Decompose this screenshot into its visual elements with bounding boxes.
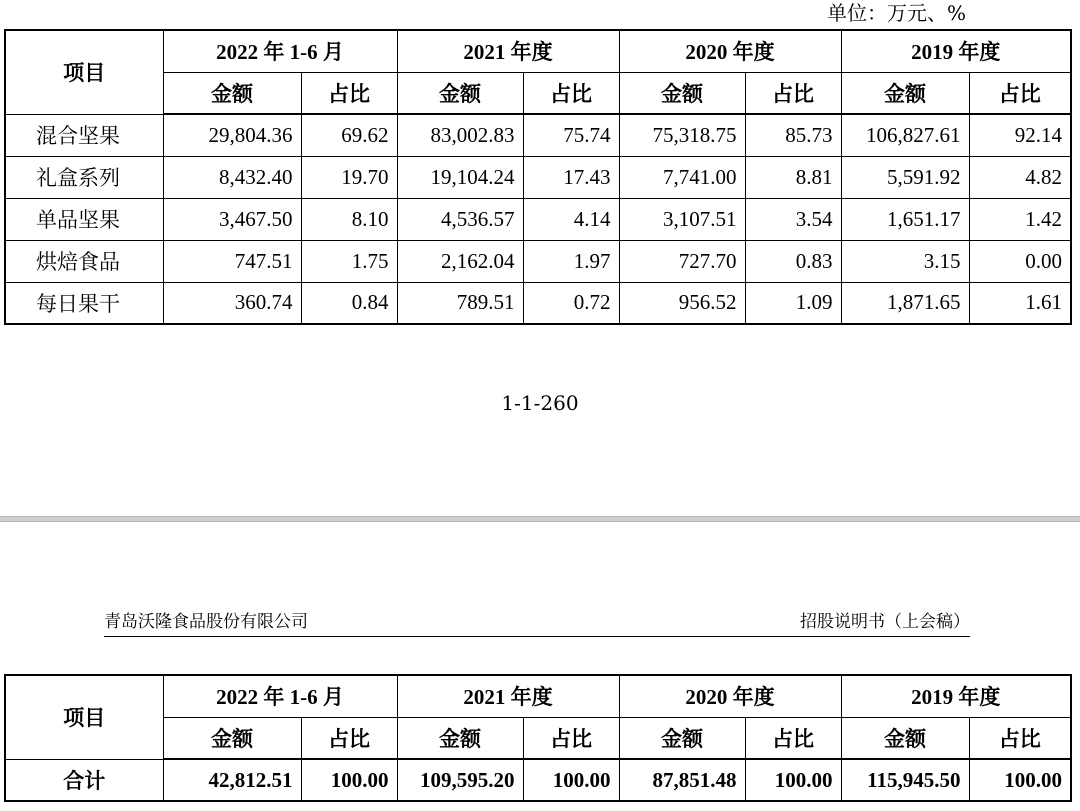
ratio-cell: 75.74 bbox=[523, 114, 619, 156]
amount-cell: 19,104.24 bbox=[397, 156, 523, 198]
ratio-cell: 100.00 bbox=[523, 759, 619, 801]
row-label: 单品坚果 bbox=[5, 198, 163, 240]
ratio-cell: 92.14 bbox=[969, 114, 1071, 156]
ratio-cell: 100.00 bbox=[969, 759, 1071, 801]
table-row bbox=[5, 198, 1071, 240]
ratio-header: 占比 bbox=[523, 72, 619, 114]
amount-cell: 83,002.83 bbox=[397, 114, 523, 156]
ratio-cell: 0.83 bbox=[745, 240, 841, 282]
unit-note: 单位：万元、% bbox=[826, 1, 966, 25]
period-header: 2019 年度 bbox=[841, 675, 1071, 717]
table-row bbox=[5, 759, 1071, 801]
amount-cell: 75,318.75 bbox=[619, 114, 745, 156]
amount-cell: 7,741.00 bbox=[619, 156, 745, 198]
ratio-cell: 100.00 bbox=[301, 759, 397, 801]
amount-cell: 115,945.50 bbox=[841, 759, 969, 801]
period-header: 2020 年度 bbox=[619, 30, 841, 72]
amount-cell: 5,591.92 bbox=[841, 156, 969, 198]
ratio-cell: 8.10 bbox=[301, 198, 397, 240]
table-row bbox=[5, 282, 1071, 324]
amount-header: 金额 bbox=[841, 717, 969, 759]
ratio-cell: 3.54 bbox=[745, 198, 841, 240]
row-label: 每日果干 bbox=[5, 282, 163, 324]
item-header: 项目 bbox=[5, 675, 163, 759]
ratio-header: 占比 bbox=[745, 72, 841, 114]
amount-cell: 1,651.17 bbox=[841, 198, 969, 240]
amount-cell: 360.74 bbox=[163, 282, 301, 324]
period-header: 2021 年度 bbox=[397, 675, 619, 717]
row-label: 合计 bbox=[5, 759, 163, 801]
period-header: 2022 年 1-6 月 bbox=[163, 675, 397, 717]
amount-cell: 87,851.48 bbox=[619, 759, 745, 801]
amount-cell: 4,536.57 bbox=[397, 198, 523, 240]
amount-header: 金额 bbox=[163, 72, 301, 114]
revenue-total-table bbox=[4, 674, 1072, 802]
ratio-header: 占比 bbox=[301, 72, 397, 114]
ratio-cell: 19.70 bbox=[301, 156, 397, 198]
metric-header-row bbox=[5, 72, 1071, 114]
document-type: 招股说明书（上会稿） bbox=[800, 612, 970, 632]
amount-header: 金额 bbox=[619, 717, 745, 759]
ratio-header: 占比 bbox=[745, 717, 841, 759]
revenue-by-product-table bbox=[4, 29, 1072, 325]
page-number: 1-1-260 bbox=[501, 391, 579, 415]
amount-cell: 727.70 bbox=[619, 240, 745, 282]
ratio-cell: 0.00 bbox=[969, 240, 1071, 282]
ratio-cell: 0.72 bbox=[523, 282, 619, 324]
ratio-cell: 69.62 bbox=[301, 114, 397, 156]
ratio-cell: 4.82 bbox=[969, 156, 1071, 198]
amount-cell: 109,595.20 bbox=[397, 759, 523, 801]
amount-header: 金额 bbox=[163, 717, 301, 759]
period-header: 2021 年度 bbox=[397, 30, 619, 72]
amount-cell: 789.51 bbox=[397, 282, 523, 324]
period-header: 2019 年度 bbox=[841, 30, 1071, 72]
amount-header: 金额 bbox=[397, 717, 523, 759]
amount-cell: 106,827.61 bbox=[841, 114, 969, 156]
ratio-header: 占比 bbox=[969, 717, 1071, 759]
period-header-row bbox=[5, 675, 1071, 717]
amount-cell: 747.51 bbox=[163, 240, 301, 282]
amount-cell: 29,804.36 bbox=[163, 114, 301, 156]
row-label: 烘焙食品 bbox=[5, 240, 163, 282]
amount-cell: 3.15 bbox=[841, 240, 969, 282]
ratio-cell: 4.14 bbox=[523, 198, 619, 240]
period-header: 2020 年度 bbox=[619, 675, 841, 717]
ratio-cell: 85.73 bbox=[745, 114, 841, 156]
document-running-header bbox=[104, 610, 970, 637]
period-header: 2022 年 1-6 月 bbox=[163, 30, 397, 72]
item-header: 项目 bbox=[5, 30, 163, 114]
amount-header: 金额 bbox=[841, 72, 969, 114]
ratio-cell: 1.97 bbox=[523, 240, 619, 282]
table-row bbox=[5, 240, 1071, 282]
ratio-cell: 1.42 bbox=[969, 198, 1071, 240]
amount-cell: 42,812.51 bbox=[163, 759, 301, 801]
ratio-cell: 1.61 bbox=[969, 282, 1071, 324]
ratio-cell: 0.84 bbox=[301, 282, 397, 324]
amount-header: 金额 bbox=[397, 72, 523, 114]
amount-cell: 8,432.40 bbox=[163, 156, 301, 198]
table-row bbox=[5, 156, 1071, 198]
amount-cell: 3,107.51 bbox=[619, 198, 745, 240]
amount-cell: 956.52 bbox=[619, 282, 745, 324]
amount-header: 金额 bbox=[619, 72, 745, 114]
amount-cell: 1,871.65 bbox=[841, 282, 969, 324]
ratio-cell: 1.09 bbox=[745, 282, 841, 324]
ratio-cell: 100.00 bbox=[745, 759, 841, 801]
ratio-header: 占比 bbox=[301, 717, 397, 759]
row-label: 混合坚果 bbox=[5, 114, 163, 156]
company-name: 青岛沃隆食品股份有限公司 bbox=[104, 612, 308, 632]
page-break-divider bbox=[0, 516, 1080, 522]
ratio-cell: 8.81 bbox=[745, 156, 841, 198]
table-row bbox=[5, 114, 1071, 156]
row-label: 礼盒系列 bbox=[5, 156, 163, 198]
amount-cell: 2,162.04 bbox=[397, 240, 523, 282]
period-header-row bbox=[5, 30, 1071, 72]
ratio-header: 占比 bbox=[969, 72, 1071, 114]
ratio-header: 占比 bbox=[523, 717, 619, 759]
ratio-cell: 1.75 bbox=[301, 240, 397, 282]
amount-cell: 3,467.50 bbox=[163, 198, 301, 240]
ratio-cell: 17.43 bbox=[523, 156, 619, 198]
metric-header-row bbox=[5, 717, 1071, 759]
